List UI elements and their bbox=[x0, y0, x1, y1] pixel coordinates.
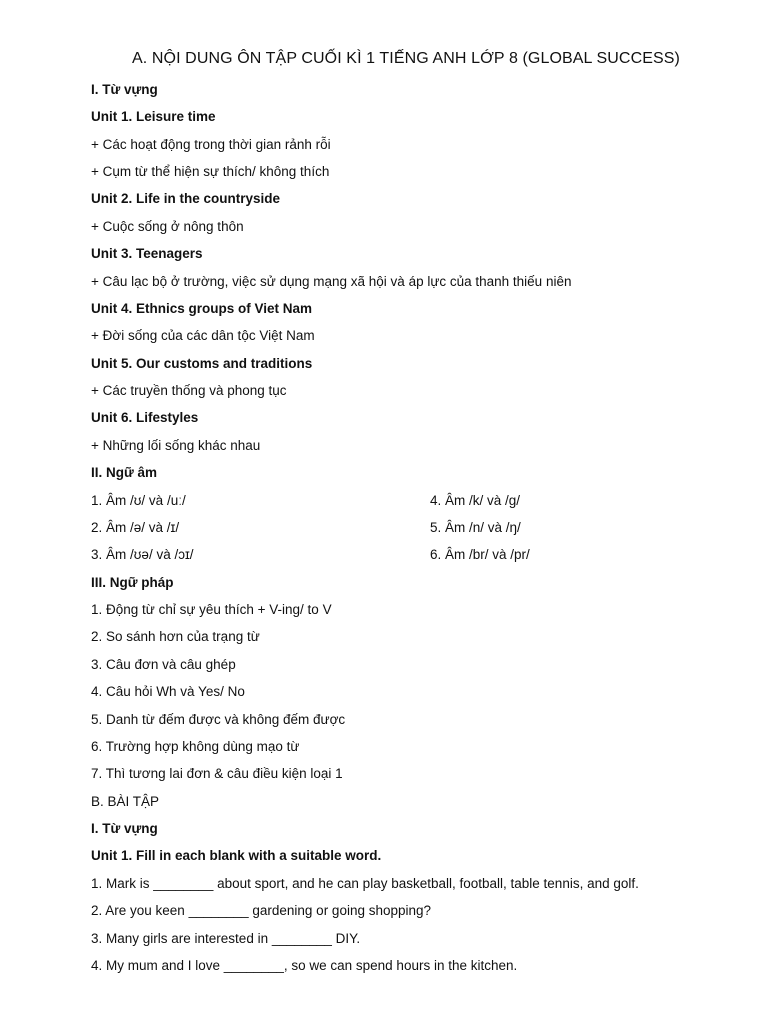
unit-2-item-1: + Cuộc sống ở nông thôn bbox=[91, 219, 244, 234]
phonetics-heading: II. Ngữ âm bbox=[91, 465, 158, 480]
exercises-heading: B. BÀI TẬP bbox=[91, 794, 160, 809]
grammar-item-7: 7. Thì tương lai đơn & câu điều kiện loại 1 bbox=[91, 766, 343, 781]
unit-5-item-1: + Các truyền thống và phong tục bbox=[91, 383, 287, 398]
document-title: A. NỘI DUNG ÔN TẬP CUỐI KÌ 1 TIẾNG ANH LỚP 8 (GLOBAL SUCCESS) bbox=[132, 50, 680, 67]
vocab-heading: I. Từ vựng bbox=[91, 82, 158, 97]
grammar-item-2: 2. So sánh hơn của trạng từ bbox=[91, 629, 260, 644]
unit-2-title: Unit 2. Life in the countryside bbox=[91, 191, 281, 206]
unit-1-item-1: + Các hoạt động trong thời gian rảnh rỗi bbox=[91, 137, 331, 152]
grammar-item-1: 1. Động từ chỉ sự yêu thích + V-ing/ to V bbox=[91, 602, 332, 617]
grammar-item-6: 6. Trường hợp không dùng mạo từ bbox=[91, 739, 300, 754]
unit-4-item-1: + Đời sống của các dân tộc Việt Nam bbox=[91, 328, 315, 343]
unit-4-title: Unit 4. Ethnics groups of Viet Nam bbox=[91, 301, 313, 316]
exercise-task: Unit 1. Fill in each blank with a suitable word. bbox=[91, 848, 382, 863]
unit-3-title: Unit 3. Teenagers bbox=[91, 246, 203, 261]
phonetics-item-4: 4. Âm /k/ và /g/ bbox=[430, 493, 521, 508]
grammar-heading: III. Ngữ pháp bbox=[91, 575, 174, 590]
grammar-item-5: 5. Danh từ đếm được và không đếm được bbox=[91, 712, 346, 727]
grammar-item-3: 3. Câu đơn và câu ghép bbox=[91, 657, 236, 672]
exercise-item-3: 3. Many girls are interested in ________ DIY. bbox=[91, 931, 361, 946]
exercise-item-2: 2. Are you keen ________ gardening or going shopping? bbox=[91, 903, 432, 918]
unit-3-item-1: + Câu lạc bộ ở trường, việc sử dụng mạng xã hội và áp lực của thanh thiếu niên bbox=[91, 274, 572, 289]
exercise-item-4: 4. My mum and I love ________, so we can spend hours in the kitchen. bbox=[91, 958, 518, 973]
unit-1-title: Unit 1. Leisure time bbox=[91, 109, 216, 124]
unit-1-item-2: + Cụm từ thể hiện sự thích/ không thích bbox=[91, 164, 330, 179]
phonetics-item-6: 6. Âm /br/ và /pr/ bbox=[430, 547, 530, 562]
unit-5-title: Unit 5. Our customs and traditions bbox=[91, 356, 313, 371]
exercises-sub-heading: I. Từ vựng bbox=[91, 821, 158, 836]
unit-6-item-1: + Những lối sống khác nhau bbox=[91, 438, 261, 453]
phonetics-item-5: 5. Âm /n/ và /ŋ/ bbox=[430, 520, 521, 535]
grammar-item-4: 4. Câu hỏi Wh và Yes/ No bbox=[91, 684, 245, 699]
unit-6-title: Unit 6. Lifestyles bbox=[91, 410, 199, 425]
phonetics-item-3: 3. Âm /ʊə/ và /ɔɪ/ bbox=[91, 547, 194, 562]
exercise-item-1: 1. Mark is ________ about sport, and he can play basketball, football, table tennis, and golf. bbox=[91, 876, 639, 891]
phonetics-item-1: 1. Âm /ʊ/ và /uː/ bbox=[91, 493, 186, 508]
phonetics-item-2: 2. Âm /ə/ và /ɪ/ bbox=[91, 520, 180, 535]
